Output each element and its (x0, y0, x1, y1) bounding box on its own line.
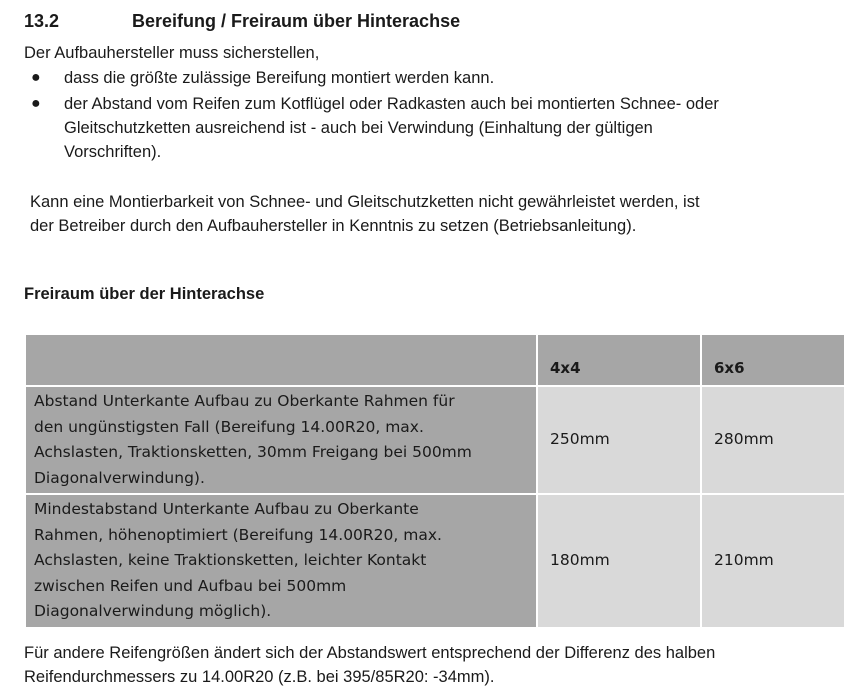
intro-text: Der Aufbauhersteller muss sicherstellen, (24, 44, 320, 62)
table-header-row (25, 334, 845, 386)
list-item-line: der Abstand vom Reifen zum Kotflügel oder Radkasten auch bei montierten Schnee- oder (64, 95, 719, 113)
description-line: Mindestabstand Unterkante Aufbau zu Oberkante (34, 500, 419, 518)
description-line: den ungünstigsten Fall (Bereifung 14.00R20, max. (34, 417, 424, 436)
value-6x6: 210mm (701, 494, 845, 628)
bullet-icon: ● (31, 69, 41, 86)
description-line: Achslasten, Traktionsketten, 30mm Freigang bei 500mm (34, 443, 472, 461)
value-6x6: 280mm (701, 386, 845, 494)
list-item-line: Gleitschutzketten ausreichend ist - auch bei Verwindung (Einhaltung der gültigen (64, 119, 653, 137)
chains-paragraph (30, 190, 700, 238)
value-4x4: 180mm (537, 494, 701, 628)
description-line: Diagonalverwindung). (34, 468, 205, 487)
table-heading: Freiraum über der Hinterachse (24, 285, 265, 303)
row-description (25, 386, 537, 494)
description-line: zwischen Reifen und Aufbau bei 500mm (34, 576, 347, 595)
section-title: Bereifung / Freiraum über Hinterachse (132, 11, 461, 31)
section-heading (24, 11, 460, 32)
list-item-line: Vorschriften). (64, 143, 162, 161)
paragraph-line: der Betreiber durch den Aufbauhersteller in Kenntnis zu setzen (Betriebsanleitung). (30, 217, 637, 235)
list-item (24, 66, 844, 90)
footer-paragraph (24, 641, 715, 689)
requirements-list (24, 66, 844, 164)
description-line: Achslasten, keine Traktionsketten, leichter Kontakt (34, 551, 427, 569)
bullet-icon: ● (31, 95, 41, 112)
section-number: 13.2 (24, 11, 60, 31)
list-item-line: dass die größte zulässige Bereifung montiert werden kann. (64, 69, 495, 87)
row-description (25, 494, 537, 628)
header-cell-4x4: 4x4 (537, 334, 701, 386)
description-line: Rahmen, höhenoptimiert (Bereifung 14.00R20, max. (34, 525, 442, 544)
clearance-table (24, 333, 846, 629)
description-line: Abstand Unterkante Aufbau zu Oberkante Rahmen für (34, 392, 455, 410)
paragraph-line: Kann eine Montierbarkeit von Schnee- und Gleitschutzketten nicht gewährleistet werden, ist (30, 193, 700, 211)
table-row (25, 386, 845, 494)
value-4x4: 250mm (537, 386, 701, 494)
list-item (24, 92, 844, 164)
paragraph-line: Reifendurchmessers zu 14.00R20 (z.B. bei 395/85R20: -34mm). (24, 668, 495, 686)
header-cell-6x6: 6x6 (701, 334, 845, 386)
description-line: Diagonalverwindung möglich). (34, 602, 272, 620)
table-row (25, 494, 845, 628)
paragraph-line: Für andere Reifengrößen ändert sich der Abstandswert entsprechend der Differenz des halben (24, 644, 716, 662)
header-cell-empty (25, 334, 537, 386)
